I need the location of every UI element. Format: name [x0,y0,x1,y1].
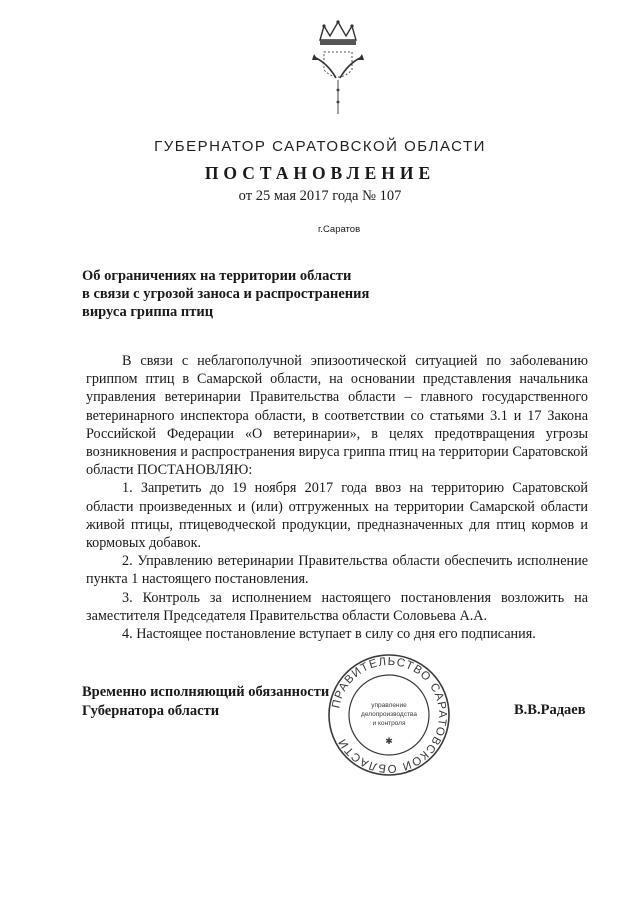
signatory-position-line: Временно исполняющий обязанности [82,684,330,700]
clause-2: 2. Управлению ветеринарии Правительства области обеспечить исполнение пункта 1 настоящего постановления. [86,553,588,588]
document-subject [82,267,412,321]
subject-line: вируса гриппа птиц [82,304,214,320]
issuing-authority: ГУБЕРНАТОР САРАТОВСКОЙ ОБЛАСТИ [154,138,486,155]
subject-line: в связи с угрозой заноса и распространения [82,286,370,302]
signatory-position [82,683,352,721]
document-city: г.Саратов [318,224,361,235]
document-type: ПОСТАНОВЛЕНИЕ [204,163,436,183]
stamp-outer-text: ПРАВИТЕЛЬСТВО САРАТОВСКОЙ ОБЛАСТИ [330,655,449,775]
signatory-name: В.В.Радаев [514,702,586,718]
clause-1: 1. Запретить до 19 ноября 2017 года ввоз на территорию Саратовской области произведенных и (или) отгруженных на территории Самарской области живой птицы, птицеводческой продукции, предназначенных для птиц кормов и кормовых добавок. [86,480,588,552]
preamble-paragraph: В связи с неблагополучной эпизоотической ситуацией по заболеванию гриппом птиц в Самарской области, на основании представления начальника управления ветеринарии Правительства области – главного государственного ветеринарного инспектора области, в соответствии со статьями 3.1 и 17 Закона Российской Федерации «О ветеринарии», в целях предотвращения угрозы возникновения и распространения вируса гриппа птиц на территории Саратовской области ПОСТАНОВЛЯЮ: [86,353,588,479]
clause-4: 4. Настоящее постановление вступает в силу со дня его подписания. [122,626,536,643]
document-body [86,352,588,643]
stamp-inner-line: управление [371,702,407,709]
stamp-star-icon: ✱ [385,736,393,746]
coat-of-arms-emblem [302,18,374,118]
stamp-inner-line: и контроля [372,720,406,727]
stamp-inner-line: делопроизводства [361,711,417,718]
signatory-position-line: Губернатора области [82,703,220,719]
clause-3: 3. Контроль за исполнением настоящего постановления возложить на заместителя Председателя Правительства области Соловьева А.А. [86,589,588,624]
official-stamp [326,652,452,778]
document-date-number: от 25 мая 2017 года № 107 [238,188,402,204]
subject-line: Об ограничениях на территории области [82,268,352,284]
